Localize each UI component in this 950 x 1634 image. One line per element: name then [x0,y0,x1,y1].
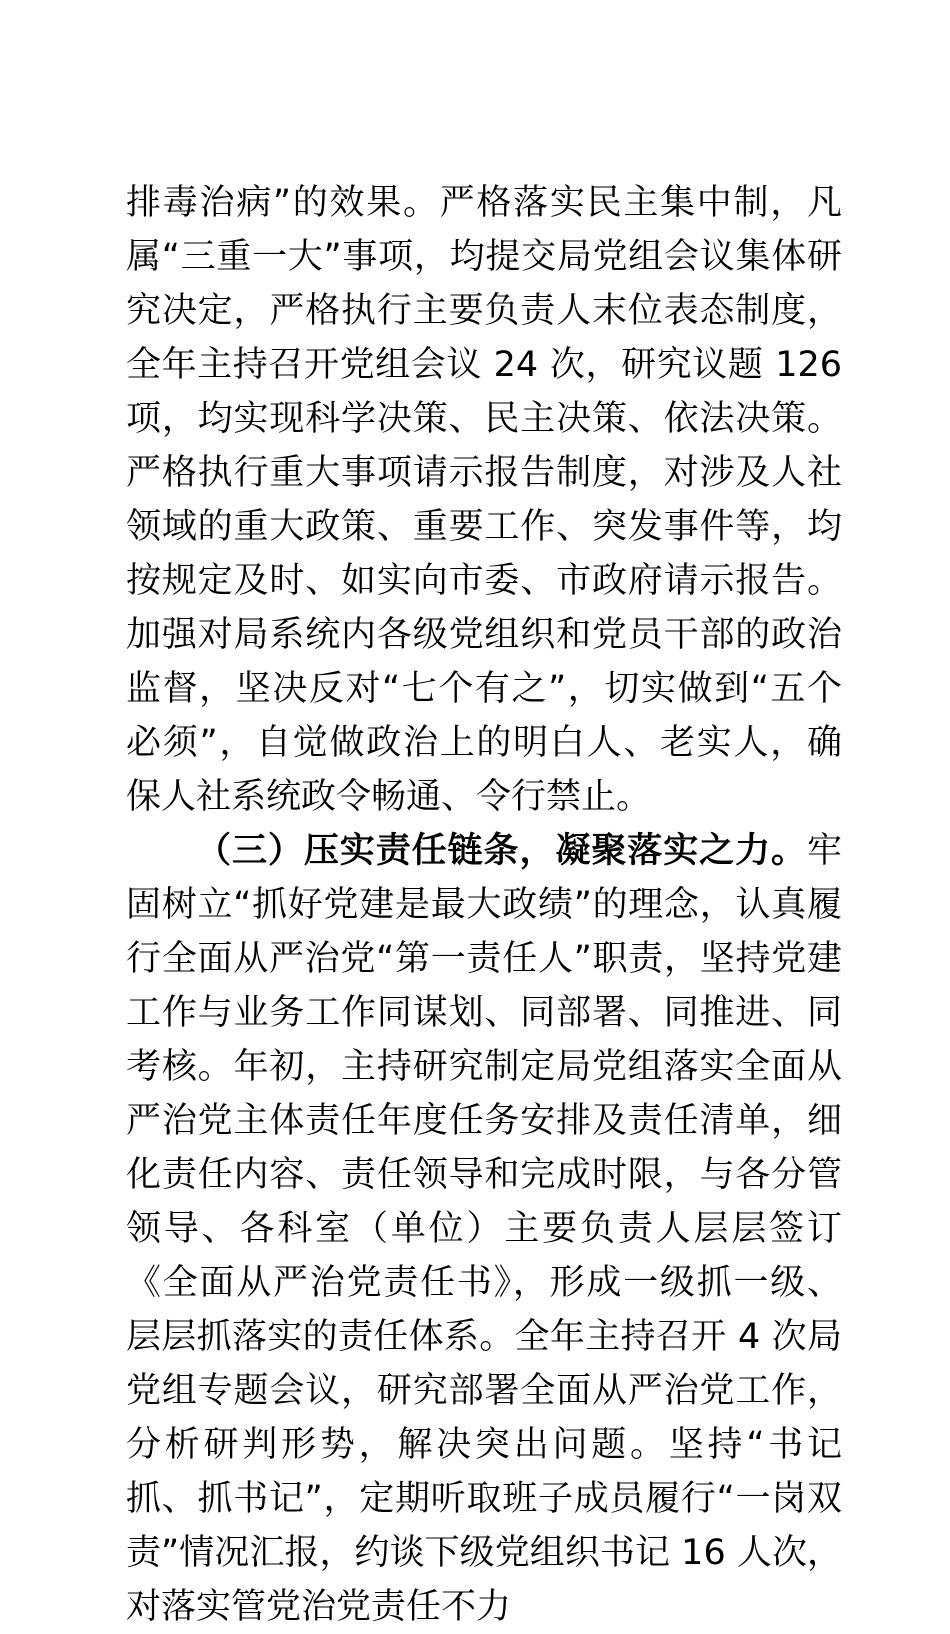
document-body [126,176,842,1634]
paragraph-text: 牢固树立“抓好党建是最大政绩”的理念，认真履行全面从严治党“第一责任人”职责，坚持党建工作与业务工作同谋划、同部署、同推进、同考核。年初，主持研究制定局党组落实全面从严治党主体责任年度任务安排及责任清单，细化责任内容、责任领导和完成时限，与各分管领导、各科室（单位）主要负责人层层签订《全面从严治党责任书》，形成一级抓一级、层层抓落实的责任体系。全年主持召开 4 次局党组专题会议，研究部署全面从严治党工作，分析研判形势，解决突出问题。坚持“书记抓、抓书记”，定期听取班子成员履行“一岗双责”情况汇报，约谈下级党组织书记 16 人次，对落实管党治党责任不力 [126,831,842,1627]
paragraph-text: 排毒治病”的效果。严格落实民主集中制，凡属“三重一大”事项，均提交局党组会议集体研究决定，严格执行主要负责人末位表态制度，全年主持召开党组会议 24 次，研究议题 126 项，均实现科学决策、民主决策、依法决策。严格执行重大事项请示报告制度，对涉及人社领域的重大政策、重要工作、突发事件等，均按规定及时、如实向市委、市政府请示报告。加强对局系统内各级党组织和党员干部的政治监督，坚决反对“七个有之”，切实做到“五个必须”，自觉做政治上的明白人、老实人，确保人社系统政令畅通、令行禁止。 [126,183,842,817]
section-heading-inline: （三）压实责任链条，凝聚落实之力。 [196,831,807,871]
paragraph-section-three [126,824,842,1634]
paragraph-continuation [126,176,842,824]
